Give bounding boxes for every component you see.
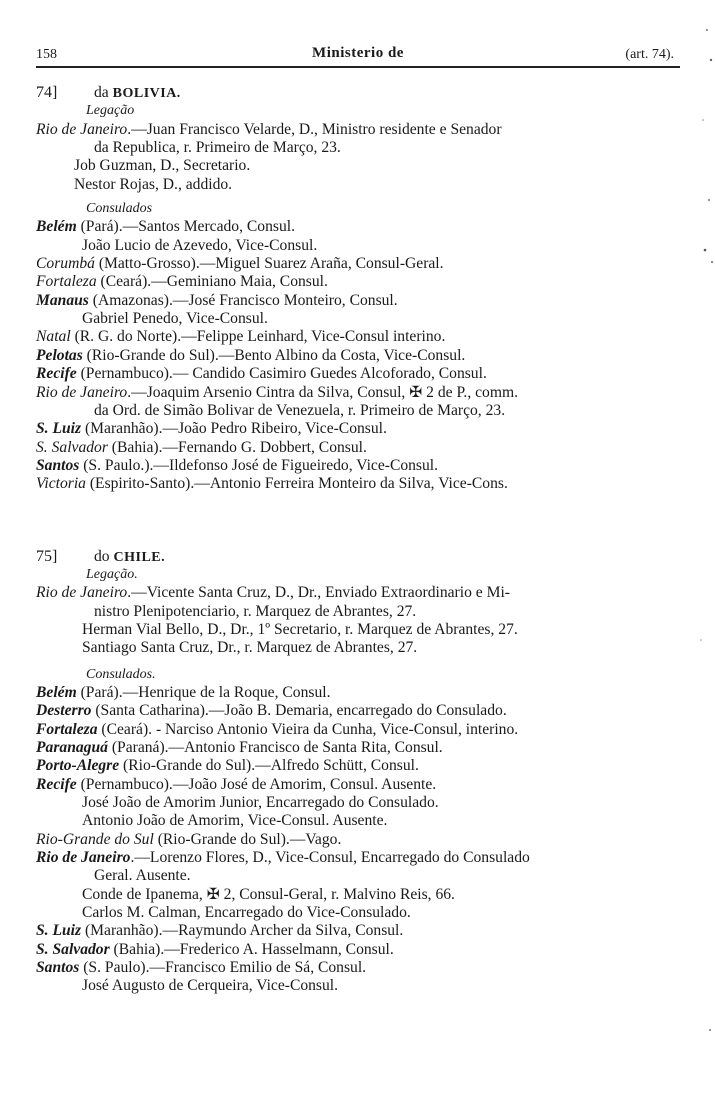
entry-line: Nestor Rojas, D., addido. — [74, 175, 233, 193]
entry-line: Rio de Janeiro.—Joaquim Arsenio Cintra da Silva, Consul, ✠ 2 de P., comm. — [36, 383, 518, 401]
entry-line: nistro Plenipotenciario, r. Marquez de Abrantes, 27. — [94, 602, 417, 620]
entry-line: Desterro (Santa Catharina).—João B. Demaria, encarregado do Consulado. — [36, 702, 507, 720]
entry-line: Corumbá (Matto-Grosso).—Miguel Suarez Araña, Consul-Geral. — [36, 255, 444, 273]
entry-line: Santos (S. Paulo.).—Ildefonso José de Figueiredo, Vice-Consul. — [36, 456, 439, 474]
entry-line: Belém (Pará).—Santos Mercado, Consul. — [36, 218, 295, 236]
entry-line: Pelotas (Rio-Grande do Sul).—Bento Albino da Costa, Vice-Consul. — [36, 346, 466, 364]
entry-line: Rio de Janeiro.—Lorenzo Flores, D., Vice-Consul, Encarregado do Consulado — [36, 849, 530, 867]
entry-line: João Lucio de Azevedo, Vice-Consul. — [82, 236, 318, 254]
entry-line: José João de Amorim Junior, Encarregado do Consulado. — [82, 794, 439, 812]
entry-line: Recife (Pernambuco).— Candido Casimiro Guedes Alcoforado, Consul. — [36, 365, 487, 383]
page-number: 158 — [36, 47, 57, 62]
entry-line: da Republica, r. Primeiro de Março, 23. — [94, 139, 341, 157]
consulates-heading: Consulados — [86, 201, 153, 217]
scan-edge-noise — [693, 0, 715, 1119]
country-name: CHILE. — [113, 549, 166, 565]
page-header — [36, 44, 680, 68]
entry-line: Geral. Ausente. — [94, 867, 191, 885]
article-reference: (art. 74). — [625, 47, 674, 62]
country-prefix: da — [94, 84, 109, 101]
entry-line: Recife (Pernambuco).—João José de Amorim, Consul. Ausente. — [36, 775, 437, 793]
section-number: 74] — [36, 84, 58, 101]
entry-line: S. Salvador (Bahia).—Frederico A. Hasselmann, Consul. — [36, 940, 394, 958]
country-prefix: do — [94, 547, 110, 565]
entry-line: Rio-Grande do Sul (Rio-Grande do Sul).—Vago. — [36, 830, 342, 848]
entry-line: Natal (R. G. do Norte).—Felippe Leinhard, Vice-Consul interino. — [36, 328, 446, 346]
entry-line: da Ord. de Simão Bolivar de Venezuela, r. Primeiro de Março, 23. — [94, 401, 506, 419]
entry-line: Fortaleza (Ceará).—Geminiano Maia, Consul. — [36, 273, 328, 291]
entry-line: Santos (S. Paulo).—Francisco Emilio de Sá, Consul. — [36, 959, 367, 977]
section-heading-bolivia — [36, 84, 686, 102]
legation-heading: Legação — [86, 103, 135, 119]
entry-line: Gabriel Penedo, Vice-Consul. — [82, 310, 268, 328]
country-name: BOLIVIA. — [112, 86, 181, 101]
entry-line: Fortaleza (Ceará). - Narciso Antonio Vieira da Cunha, Vice-Consul, interino. — [36, 720, 519, 738]
running-title: Ministerio de — [312, 45, 404, 61]
entry-line: Belém (Pará).—Henrique de la Roque, Consul. — [36, 683, 331, 701]
entry-line: Antonio João de Amorim, Vice-Consul. Ausente. — [82, 812, 388, 830]
entry-line: S. Salvador (Bahia).—Fernando G. Dobbert, Consul. — [36, 438, 367, 456]
entry-line: Carlos M. Calman, Encarregado do Vice-Consulado. — [82, 904, 411, 922]
entry-line: Rio de Janeiro.—Vicente Santa Cruz, D., Dr., Enviado Extraordinario e Mi- — [36, 584, 510, 602]
entry-line: Rio de Janeiro.—Juan Francisco Velarde, D., Ministro residente e Senador — [36, 120, 502, 138]
entry-line: Santiago Santa Cruz, Dr., r. Marquez de Abrantes, 27. — [82, 639, 418, 657]
entry-line: Paranaguá (Paraná).—Antonio Francisco de Santa Rita, Consul. — [36, 739, 443, 756]
entry-line: Manaus (Amazonas).—José Francisco Monteiro, Consul. — [36, 291, 398, 309]
entry-line: José Augusto de Cerqueira, Vice-Consul. — [82, 977, 339, 995]
entry-line: Herman Vial Bello, D., Dr., 1º Secretario, r. Marquez de Abrantes, 27. — [82, 620, 518, 638]
consulates-heading: Consulados. — [86, 666, 156, 682]
entry-line: Victoria (Espirito-Santo).—Antonio Ferreira Monteiro da Silva, Vice-Cons. — [36, 475, 508, 493]
section-heading-chile — [36, 548, 686, 566]
entry-line: S. Luiz (Maranhão).—Raymundo Archer da Silva, Consul. — [36, 922, 404, 940]
entry-line: S. Luiz (Maranhão).—João Pedro Ribeiro, Vice-Consul. — [36, 420, 387, 438]
section-number: 75] — [36, 547, 58, 565]
entry-line: Job Guzman, D., Secretario. — [74, 157, 251, 175]
entry-line: Conde de Ipanema, ✠ 2, Consul-Geral, r. Malvino Reis, 66. — [82, 885, 455, 903]
page-content — [36, 84, 686, 996]
entry-line: Porto-Alegre (Rio-Grande do Sul).—Alfredo Schütt, Consul. — [36, 757, 419, 775]
legation-heading: Legação. — [86, 566, 138, 582]
